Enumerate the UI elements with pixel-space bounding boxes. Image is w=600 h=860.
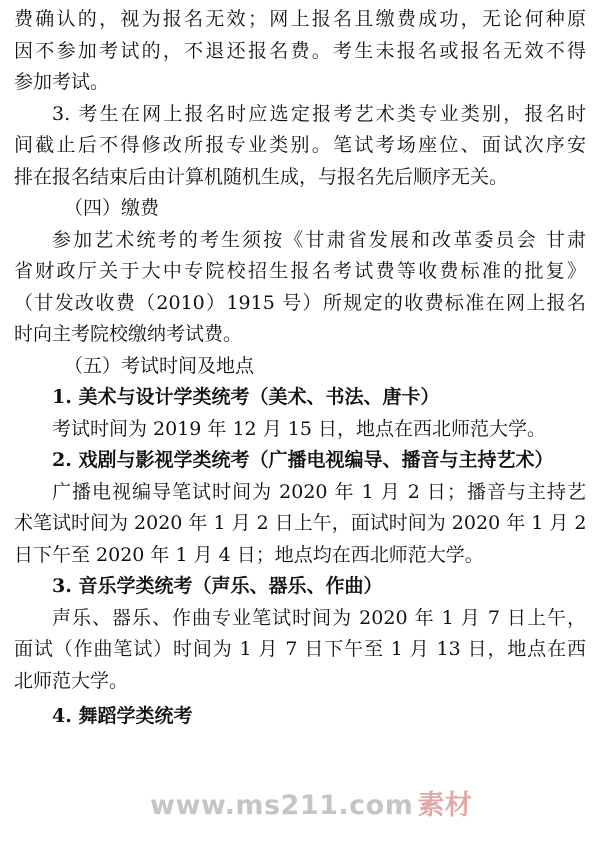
body-line: 术笔试时间为 2020 年 1 月 2 日上午，面试时间为 2020 年 1 月 2: [14, 512, 586, 534]
body-line: （甘发改收费（2010）1915 号）所规定的收费标准在网上报名: [14, 291, 586, 314]
body-line: 参加艺术统考的考生须按《甘肃省发展和改革委员会 甘肃: [52, 228, 586, 251]
watermark-suffix: 素材: [417, 790, 473, 821]
body-line: 面试（作曲笔试）时间为 1 月 7 日下午至 1 月 13 日，地点在西: [14, 638, 586, 660]
subheading-art-design: 1. 美术与设计学类统考（美术、书法、唐卡）: [52, 386, 440, 408]
body-line: 时向主考院校缴纳考试费。: [14, 323, 243, 345]
watermark-url: www.ms211.com: [150, 790, 414, 821]
body-line: 间截止后不得修改所报专业类别。笔试考场座位、面试次序安: [14, 134, 586, 156]
body-line: 省财政厅关于大中专院校招生报名考试费等收费标准的批复》: [14, 260, 586, 282]
body-line: 费确认的，视为报名无效；网上报名且缴费成功，无论何种原: [14, 8, 586, 30]
body-line: 参加考试。: [14, 71, 110, 93]
body-line: 日下午至 2020 年 1 月 4 日；地点均在西北师范大学。: [14, 543, 484, 566]
paragraph-3-line: 3. 考生在网上报名时应选定报考艺术类专业类别，报名时: [52, 102, 586, 125]
body-line: 排在报名结束后由计算机随机生成，与报名先后顺序无关。: [14, 165, 509, 188]
body-line: 广播电视编导笔试时间为 2020 年 1 月 2 日；播音与主持艺: [52, 480, 586, 503]
subheading-dance: 4. 舞蹈学类统考: [52, 705, 193, 727]
body-line: 北师范大学。: [14, 669, 129, 692]
body-line: 考试时间为 2019 年 12 月 15 日，地点在西北师范大学。: [52, 417, 546, 440]
subheading-drama-film: 2. 戏剧与影视学类统考（广播电视编导、播音与主持艺术）: [52, 449, 554, 471]
body-line: 因不参加考试的，不退还报名费。考生未报名或报名无效不得: [14, 39, 586, 62]
section-heading-fee: （四）缴费: [64, 197, 160, 219]
subheading-music: 3. 音乐学类统考（声乐、器乐、作曲）: [52, 575, 383, 597]
site-watermark: [150, 783, 472, 822]
section-heading-exam-time: （五）考试时间及地点: [64, 354, 255, 377]
body-line: 声乐、器乐、作曲专业笔试时间为 2020 年 1 月 7 日上午，: [52, 606, 586, 629]
